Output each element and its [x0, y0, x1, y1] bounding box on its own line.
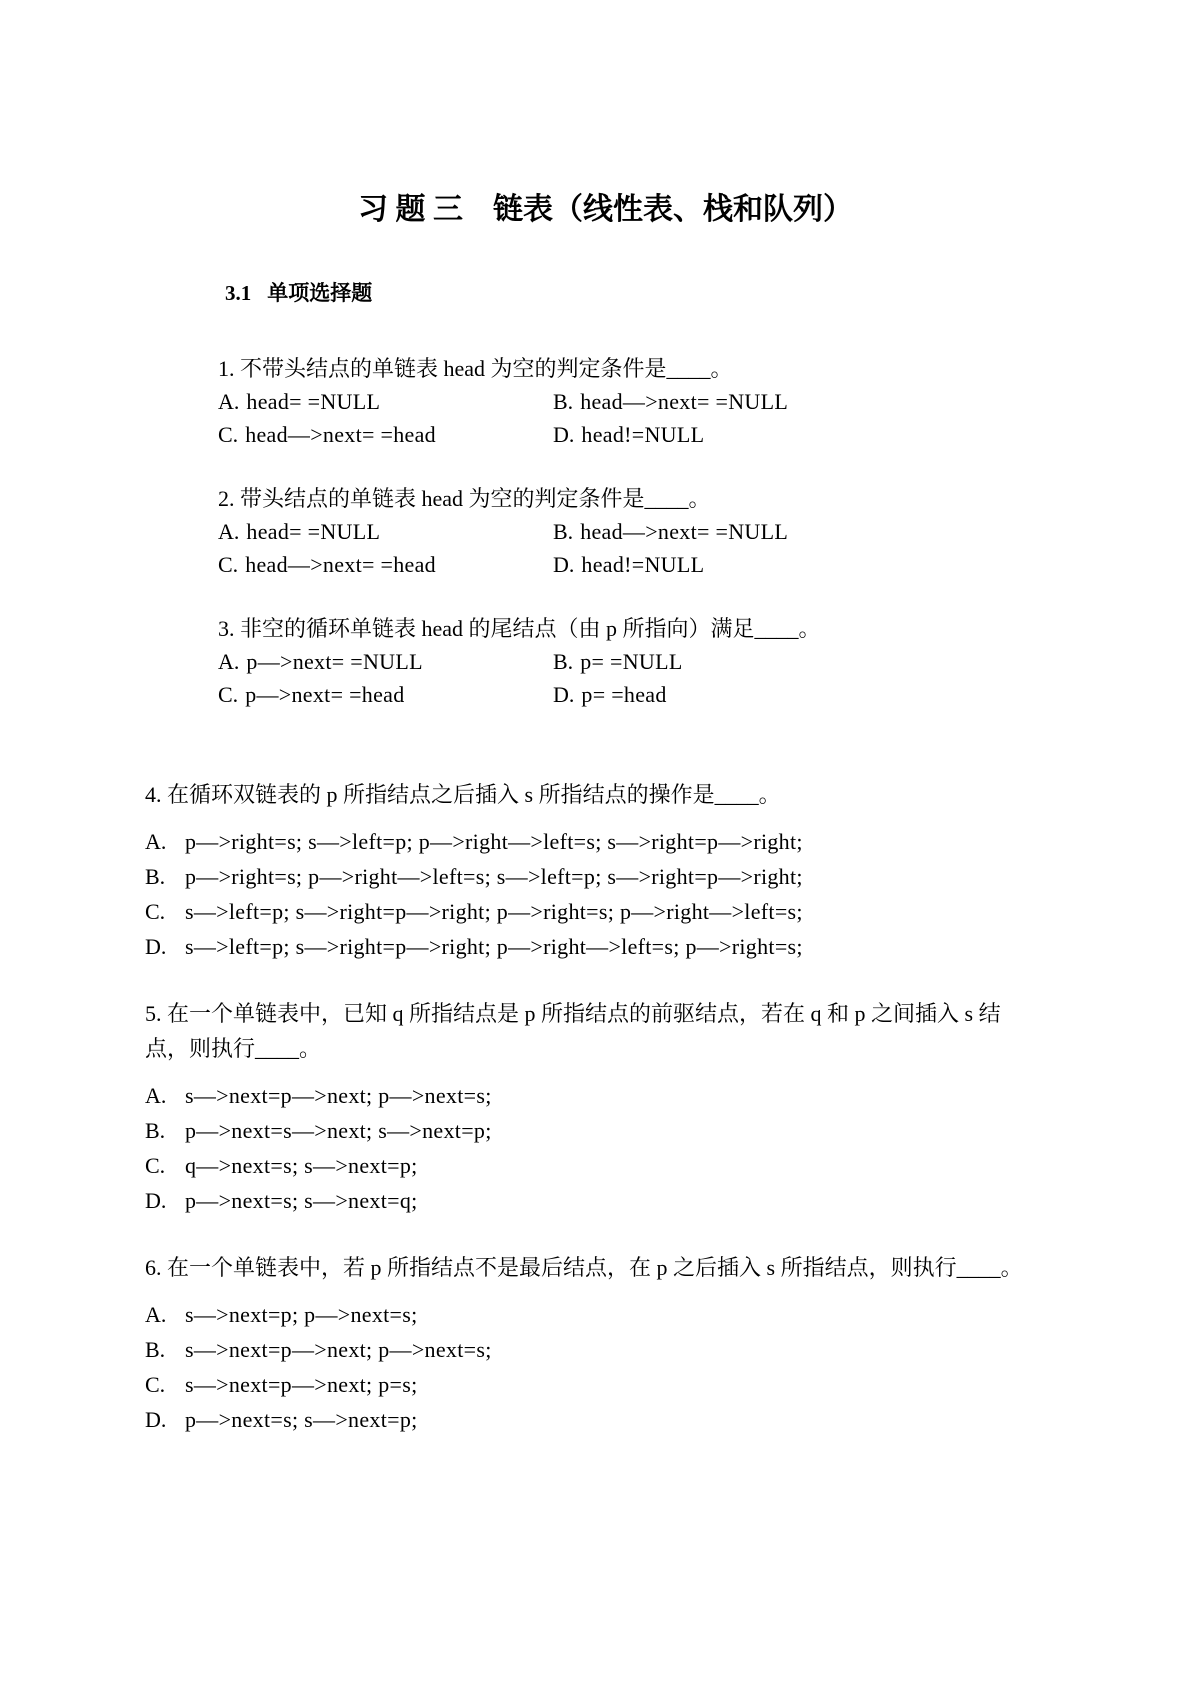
option-code: p= =NULL [580, 649, 683, 674]
question-4-stem: 4. 在循环双链表的 p 所指结点之后插入 s 所指结点的操作是____。 [145, 782, 781, 807]
option-label: B. [145, 864, 166, 889]
option-c [218, 418, 553, 451]
option-a [145, 824, 1051, 859]
option-code: head!=NULL [581, 422, 705, 447]
option-code: p—>right=s; s—>left=p; p—>right—>left=s; s—>right=p—>right; [185, 829, 803, 854]
section-number: 3.1 [225, 281, 252, 305]
option-b [145, 1332, 1051, 1367]
question-5-stem [145, 996, 1051, 1066]
option-label: A. [145, 1083, 167, 1108]
question-1-stem: 1. 不带头结点的单链表 head 为空的判定条件是____。 [218, 356, 733, 381]
option-a [145, 1297, 1051, 1332]
option-label: C. [145, 1153, 166, 1178]
option-label: D. [553, 422, 575, 447]
option-code: p—>next=s; s—>next=p; [185, 1407, 418, 1432]
option-label: C. [145, 1372, 166, 1397]
question-6 [145, 1250, 1051, 1437]
option-code: s—>left=p; s—>right=p—>right; p—>right=s; p—>right—>left=s; [185, 899, 803, 924]
option-b [553, 645, 1081, 678]
option-label: D. [553, 682, 575, 707]
question-5-stem-line-2: 点，则执行____。 [145, 1036, 322, 1061]
question-6-stem: 6. 在一个单链表中，若 p 所指结点不是最后结点，在 p 之后插入 s 所指结点，则执行____。 [145, 1255, 1023, 1280]
option-d [553, 678, 1081, 711]
option-a [218, 515, 553, 548]
option-label: B. [553, 649, 574, 674]
question-3-stem: 3. 非空的循环单链表 head 的尾结点（由 p 所指向）满足____。 [218, 616, 821, 641]
option-code: head= =NULL [246, 389, 381, 414]
question-2 [218, 482, 1081, 581]
option-label: B. [145, 1337, 166, 1362]
option-c [218, 548, 553, 581]
question-6-options [145, 1297, 1051, 1437]
section-label: 单项选择题 [267, 281, 373, 305]
option-c [218, 678, 553, 711]
option-code: q—>next=s; s—>next=p; [185, 1153, 418, 1178]
option-b [145, 1113, 1051, 1148]
option-label: D. [553, 552, 575, 577]
section-heading [225, 280, 1191, 306]
option-label: D. [145, 1407, 167, 1432]
option-c [145, 1367, 1051, 1402]
question-5-stem-line-1: 5. 在一个单链表中，已知 q 所指结点是 p 所指结点的前驱结点，若在 q 和 p 之间插入 s 结 [145, 1001, 1001, 1026]
option-b [553, 385, 1081, 418]
question-4-options [145, 824, 1051, 964]
option-code: s—>next=p—>next; p—>next=s; [185, 1083, 492, 1108]
option-a [218, 645, 553, 678]
option-label: B. [145, 1118, 166, 1143]
option-label: D. [145, 1188, 167, 1213]
option-label: D. [145, 934, 167, 959]
option-code: head—>next= =head [245, 552, 436, 577]
option-d [553, 418, 1081, 451]
question-5 [145, 996, 1051, 1218]
option-label: C. [218, 682, 239, 707]
option-code: s—>next=p; p—>next=s; [185, 1302, 418, 1327]
option-label: A. [145, 829, 167, 854]
option-b [145, 859, 1051, 894]
option-code: p—>next=s—>next; s—>next=p; [185, 1118, 492, 1143]
option-label: B. [553, 519, 574, 544]
option-b [553, 515, 1081, 548]
question-4 [145, 777, 1051, 964]
option-code: p—>next=s; s—>next=q; [185, 1188, 418, 1213]
option-c [145, 894, 1051, 929]
option-code: s—>next=p—>next; p=s; [185, 1372, 418, 1397]
option-c [145, 1148, 1051, 1183]
option-label: A. [218, 649, 240, 674]
option-code: s—>next=p—>next; p—>next=s; [185, 1337, 492, 1362]
question-1-options [218, 385, 1081, 451]
option-code: head—>next= =NULL [580, 389, 789, 414]
option-code: head—>next= =NULL [580, 519, 789, 544]
option-d [145, 1402, 1051, 1437]
option-label: B. [553, 389, 574, 414]
question-2-stem: 2. 带头结点的单链表 head 为空的判定条件是____。 [218, 486, 711, 511]
question-5-options [145, 1078, 1051, 1218]
option-code: head!=NULL [581, 552, 705, 577]
question-1 [218, 352, 1081, 451]
option-label: C. [218, 552, 239, 577]
option-code: head= =NULL [246, 519, 381, 544]
option-d [145, 929, 1051, 964]
option-label: A. [218, 389, 240, 414]
option-label: A. [145, 1302, 167, 1327]
option-code: p—>next= =head [245, 682, 405, 707]
option-code: p—>next= =NULL [246, 649, 423, 674]
question-3-options [218, 645, 1081, 711]
page-title: 习 题 三 链表（线性表、栈和队列） [358, 193, 853, 226]
question-3 [218, 612, 1081, 711]
option-code: p—>right=s; p—>right—>left=s; s—>left=p; s—>right=p—>right; [185, 864, 803, 889]
question-2-options [218, 515, 1081, 581]
option-label: C. [218, 422, 239, 447]
option-a [218, 385, 553, 418]
option-d [145, 1183, 1051, 1218]
option-code: p= =head [581, 682, 667, 707]
option-label: C. [145, 899, 166, 924]
option-label: A. [218, 519, 240, 544]
option-d [553, 548, 1081, 581]
option-code: head—>next= =head [245, 422, 436, 447]
option-a [145, 1078, 1051, 1113]
option-code: s—>left=p; s—>right=p—>right; p—>right—>left=s; p—>right=s; [185, 934, 803, 959]
